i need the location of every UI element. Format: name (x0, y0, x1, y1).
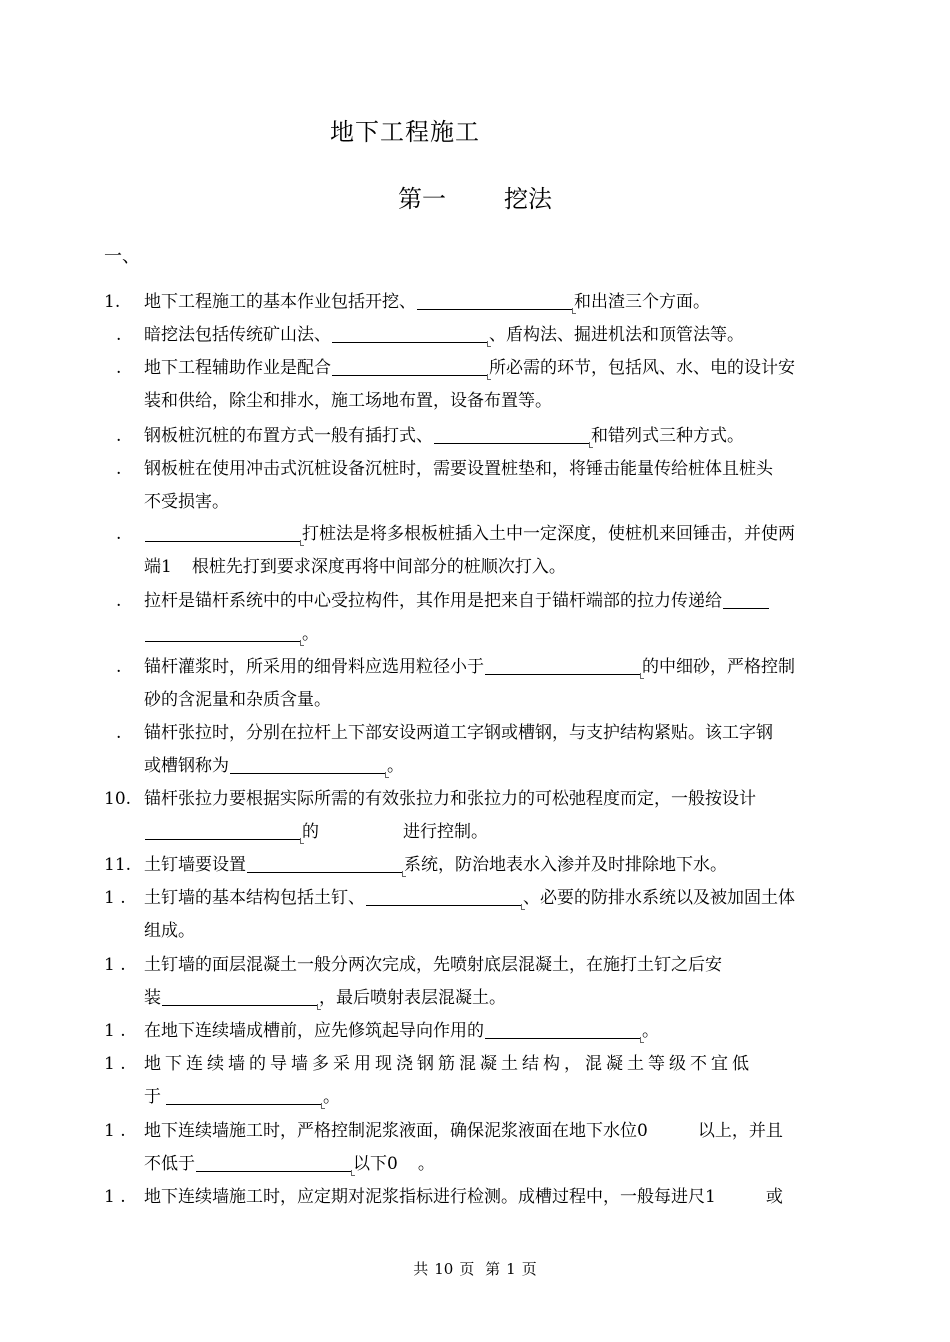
question-text: 砂的含泥量和杂质含量。 (144, 690, 331, 710)
question-item (104, 585, 864, 651)
question-text: 。 (642, 1021, 659, 1041)
answer-blank[interactable] (332, 322, 488, 343)
answer-blank[interactable] (247, 852, 403, 873)
question-text: 以下0 (353, 1154, 398, 1174)
question-text: 。 (387, 756, 404, 776)
question-text: 、盾构法、掘进机法和顶管法等。 (489, 325, 744, 345)
question-number: . (116, 524, 122, 544)
question-item (104, 1048, 864, 1114)
question-text: 打桩法是将多根板桩插入土中一定深度，使桩机来回锤击，并使两 (302, 524, 795, 544)
question-text: 锚杆灌浆时，所采用的细骨料应选用粒径小于 (144, 657, 484, 677)
question-number: . (116, 426, 122, 446)
page-footer (0, 1258, 950, 1279)
question-text: 钢板桩沉桩的布置方式一般有插打式、 (144, 426, 433, 446)
question-item (104, 420, 864, 453)
question-text: 不低于 (144, 1154, 195, 1174)
answer-blank[interactable] (196, 1151, 352, 1172)
answer-blank[interactable] (417, 289, 573, 310)
question-item (104, 882, 864, 948)
question-text: 和错列式三种方式。 (591, 426, 744, 446)
question-number: 1. (104, 292, 121, 312)
question-number: 1 . (104, 888, 126, 908)
answer-blank[interactable] (145, 621, 301, 642)
footer-text: 页 (459, 1260, 475, 1278)
question-text: 装 (144, 988, 161, 1008)
question-text: 组成。 (144, 921, 195, 941)
question-number: 1 . (104, 1021, 126, 1041)
answer-blank[interactable] (166, 1084, 322, 1105)
question-text: 土钉墙要设置 (144, 855, 246, 875)
answer-blank[interactable] (145, 819, 301, 840)
question-number: 1 . (104, 1121, 126, 1141)
question-item (104, 518, 864, 584)
answer-blank[interactable] (366, 885, 522, 906)
question-item (104, 453, 864, 519)
section-heading: 一、 (104, 246, 140, 267)
question-text: 进行控制。 (403, 822, 488, 842)
question-item (104, 783, 864, 849)
question-text: 。 (323, 1087, 344, 1107)
question-item (104, 949, 864, 1015)
question-text: 地下连续墙施工时，严格控制泥浆液面，确保泥浆液面在地下水位0 (144, 1121, 648, 1141)
question-item (104, 651, 864, 717)
question-text: 。 (417, 1154, 435, 1174)
chapter-part-1: 第一 (398, 185, 446, 213)
question-text: 于 (144, 1087, 165, 1107)
question-text: 系统，防治地表水入渗并及时排除地下水。 (404, 855, 727, 875)
question-number: . (116, 459, 122, 479)
question-text: 。 (302, 624, 319, 644)
answer-blank[interactable] (485, 654, 641, 675)
question-text: 以上，并且 (697, 1121, 783, 1141)
question-text: 地下连续墙的导墙多采用现浇钢筋混凝土结构，混凝土等级不宜低 (144, 1054, 753, 1074)
answer-blank[interactable] (485, 1018, 641, 1039)
question-text: 地下工程辅助作业是配合 (144, 358, 331, 378)
footer-text: 第 (485, 1260, 501, 1278)
question-text: 暗挖法包括传统矿山法、 (144, 325, 331, 345)
question-text: 或槽钢称为 (144, 756, 229, 776)
question-item (104, 286, 864, 319)
question-text: 或 (765, 1187, 783, 1207)
question-number: . (116, 657, 122, 677)
answer-blank[interactable] (230, 753, 386, 774)
question-text: 不受损害。 (144, 492, 229, 512)
question-number: 11. (104, 855, 132, 875)
total-pages: 10 (434, 1260, 454, 1278)
question-number: 1 . (104, 1054, 126, 1074)
footer-text: 页 (521, 1260, 537, 1278)
question-text: 装和供给，除尘和排水，施工场地布置，设备布置等。 (144, 391, 552, 411)
question-item (104, 1181, 864, 1214)
question-text: 钢板桩在使用冲击式沉桩设备沉桩时，需要设置桩垫和，将锤击能量传给桩体且桩头 (144, 459, 773, 479)
question-text: 在地下连续墙成槽前，应先修筑起导向作用的 (144, 1021, 484, 1041)
answer-blank[interactable] (332, 355, 488, 376)
question-item (104, 1015, 864, 1048)
question-text: 锚杆张拉时，分别在拉杆上下部安设两道工字钢或槽钢，与支护结构紧贴。该工字钢 (144, 723, 773, 743)
question-number: 1 . (104, 955, 126, 975)
answer-blank[interactable] (162, 985, 318, 1006)
question-item (104, 352, 864, 418)
answer-blank[interactable] (723, 588, 769, 609)
question-text: ，最后喷射表层混凝土。 (319, 988, 506, 1008)
current-page: 1 (506, 1260, 516, 1278)
question-number: . (116, 358, 122, 378)
question-text: 土钉墙的基本结构包括土钉、 (144, 888, 365, 908)
question-text: 锚杆张拉力要根据实际所需的有效张拉力和张拉力的可松弛程度而定，一般按设计 (144, 789, 756, 809)
question-text: 所必需的环节，包括风、水、电的设计安 (489, 358, 795, 378)
question-text: 地下工程施工的基本作业包括开挖、 (144, 292, 416, 312)
document-title: 地下工程施工 (330, 118, 480, 146)
question-number: 1 . (104, 1187, 126, 1207)
chapter-part-2: 挖法 (504, 185, 552, 213)
question-text: 的 (302, 822, 319, 842)
question-item (104, 319, 864, 352)
question-number: . (116, 723, 122, 743)
chapter-heading (398, 179, 552, 214)
question-text: 端1 (144, 557, 172, 577)
question-text: 、必要的防排水系统以及被加固土体 (523, 888, 795, 908)
question-number: . (116, 325, 122, 345)
question-text: 土钉墙的面层混凝土一般分两次完成，先喷射底层混凝土，在施打土钉之后安 (144, 955, 722, 975)
question-item (104, 1115, 864, 1181)
question-number: 10. (104, 789, 132, 809)
question-item (104, 849, 864, 882)
question-text: 和出渣三个方面。 (574, 292, 710, 312)
question-text: 根桩先打到要求深度再将中间部分的桩顺次打入。 (191, 557, 566, 577)
answer-blank[interactable] (434, 423, 590, 444)
question-text: 的中细砂，严格控制 (642, 657, 795, 677)
answer-blank[interactable] (145, 521, 301, 542)
question-number: . (116, 591, 122, 611)
question-item (104, 717, 864, 783)
footer-text: 共 (413, 1260, 429, 1278)
question-text: 地下连续墙施工时，应定期对泥浆指标进行检测。成槽过程中，一般每进尺1 (144, 1187, 716, 1207)
question-text: 拉杆是锚杆系统中的中心受拉构件，其作用是把来自于锚杆端部的拉力传递给 (144, 591, 722, 611)
